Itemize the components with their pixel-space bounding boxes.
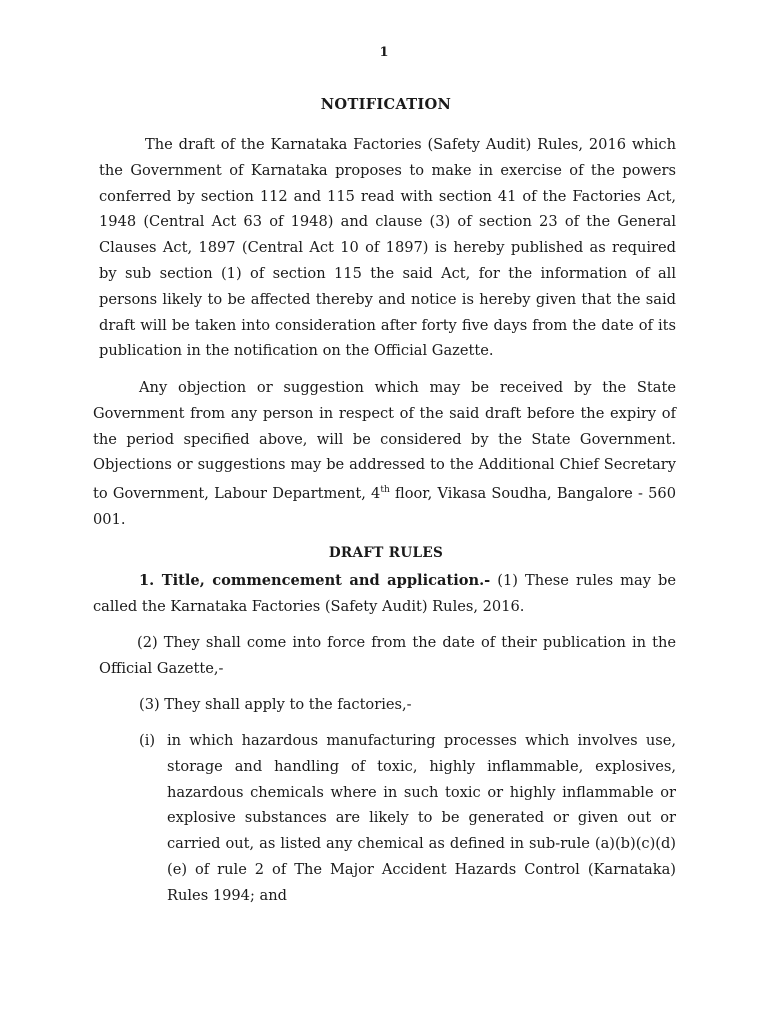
- clause-i-marker: (i): [139, 732, 156, 749]
- clause-i-text: in which hazardous manufacturing processes which involves use, storage and handling of toxic, highly inflammable, explosives, hazardous chemicals where in such toxic or highly inflammable or explosive substances are likely to be generated or given out or carried out, as listed any chemical as defined in sub-rule (a)(b)(c)(d)(e) of rule 2 of The Major Accident Hazards Control (Karnataka) Rules 1994; and: [167, 732, 676, 904]
- draft-rules-heading: DRAFT RULES: [328, 545, 444, 561]
- rule-2-paragraph: (2) They shall come into force from the date of their publication in the Official Gazette,-: [99, 634, 676, 677]
- rule-1-title: 1. Title, commencement and application.-: [139, 572, 491, 589]
- notification-heading: NOTIFICATION: [320, 96, 452, 113]
- paragraph-2-text-start: Any objection or suggestion which may be received by the State Government from any person in respect of the said draft before the expiry of the period specified above, will be considered by the State Government. Objections or suggestions may be addressed to the Additional Chief Secretary to Government, Labour Department, 4: [93, 379, 676, 503]
- rule-1-text: (1) These rules may be called the Karnataka Factories (Safety Audit) Rules, 2016.: [93, 572, 677, 615]
- paragraph-2-text-end: floor, Vikasa Soudha, Bangalore - 560 001.: [93, 485, 676, 528]
- rule-3-paragraph: (3) They shall apply to the factories,-: [139, 696, 412, 713]
- page-number: 1: [379, 45, 389, 60]
- ordinal-suffix: th: [380, 485, 390, 496]
- notification-paragraph-2: [93, 375, 676, 533]
- rule-1-paragraph: [93, 568, 676, 620]
- notification-paragraph-1: The draft of the Karnataka Factories (Safety Audit) Rules, 2016 which the Government of Karnataka proposes to make in exercise of the powers conferred by section 112 and 115 read with section 41 of the Factories Act, 1948 (Central Act 63 of 1948) and clause (3) of section 23 of the General Clauses Act, 1897 (Central Act 10 of 1897) is hereby published as required by sub section (1) of section 115 the said Act, for the information of all persons likely to be affected thereby and notice is hereby given that the said draft will be taken into consideration after forty five days from the date of its publication in the notification on the Official Gazette.: [99, 136, 676, 360]
